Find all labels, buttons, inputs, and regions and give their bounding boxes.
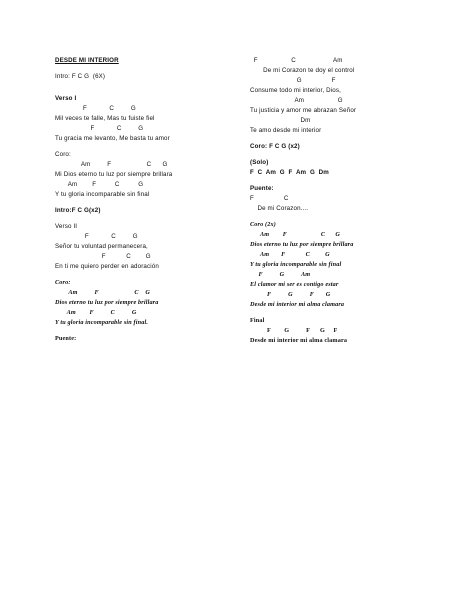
coro2-line: Dios eterno tu luz por siempre brillara <box>55 299 159 306</box>
left-column <box>55 56 235 344</box>
coro2x-line: Am F C G <box>250 231 340 238</box>
intro2-line: Intro:F C G(x2) <box>55 207 101 214</box>
coro-repeat-line: Coro: F C G (x2) <box>250 143 300 150</box>
block1-line: Am G <box>250 97 343 104</box>
coro2-line: Am F C G <box>55 309 137 316</box>
verse2-line: Señor tu voluntad permanecera, <box>55 243 148 250</box>
verse2-line: F C G <box>55 233 138 240</box>
verse1-line: F C G <box>55 125 144 132</box>
verse2-label: Verso II <box>55 223 78 230</box>
coro2x-line: F G Am <box>250 271 311 278</box>
final-line: Desde mi interior mi alma clamara <box>250 337 348 344</box>
coro2-line: Am F C G <box>55 289 151 296</box>
solo-label: (Solo) <box>250 159 269 166</box>
coro-line: Am F C G <box>55 161 168 168</box>
block1-line: Tu justicia y amor me abrazan Señor <box>250 107 357 114</box>
coro2-label: Coro: <box>55 279 71 286</box>
block1-line: Te amo desde mi interior <box>250 127 322 134</box>
verse2-line: F C G <box>55 253 151 260</box>
verse1-line: Tu gracia me levanto, Me basta tu amor <box>55 135 170 142</box>
puente-line: F C <box>250 195 289 202</box>
coro2x-label: Coro (2x) <box>250 221 276 228</box>
verse1-line: Mil veces te falle, Mas tu fuiste fiel <box>55 115 155 122</box>
coro-line: Mi Dios eterno tu luz por siempre brillara <box>55 171 173 178</box>
block1-line: Consume todo mi interior, Dios, <box>250 87 341 94</box>
right-column <box>250 56 450 346</box>
block1-line: De mi Corazon te doy el control <box>250 67 355 74</box>
block1-line: F C Am <box>250 57 343 64</box>
coro2-line: Y tu gloria incomparable sin final. <box>55 319 149 326</box>
block1-line: Dm <box>250 117 311 124</box>
puente-label: Puente: <box>55 335 77 342</box>
song-title: DESDE MI INTERIOR <box>55 57 119 64</box>
coro2x-line: El clamor mi ser es contigo estar <box>250 281 339 288</box>
final-label: Final <box>250 317 265 324</box>
intro-line: Intro: F C G (6X) <box>55 73 106 80</box>
coro-label: Coro: <box>55 151 71 158</box>
coro-line: Am F C G <box>55 181 144 188</box>
coro2x-line: Y tu gloria incomparable sin final <box>250 261 342 268</box>
coro-line: Y tu gloria incomparable sin final <box>55 191 150 198</box>
verse1-line: F C G <box>55 105 136 112</box>
verse2-line: En ti me quiero perder en adoración <box>55 263 159 270</box>
coro2x-line: Dios eterno tu luz por siempre brillara <box>250 241 354 248</box>
solo-chords: F C Am G F Am G Dm <box>250 169 329 176</box>
puente-label: Puente: <box>250 185 274 192</box>
verse1-label: Verso I <box>55 95 77 102</box>
coro2x-line: Am F C G <box>250 251 330 258</box>
coro2x-line: F G F G <box>250 291 331 298</box>
coro2x-line: Desde mi interior mi alma clamara <box>250 301 345 308</box>
block1-line: G F <box>250 77 336 84</box>
puente-line: De mi Corazon.... <box>250 205 309 212</box>
final-line: F G F G F <box>250 327 338 334</box>
